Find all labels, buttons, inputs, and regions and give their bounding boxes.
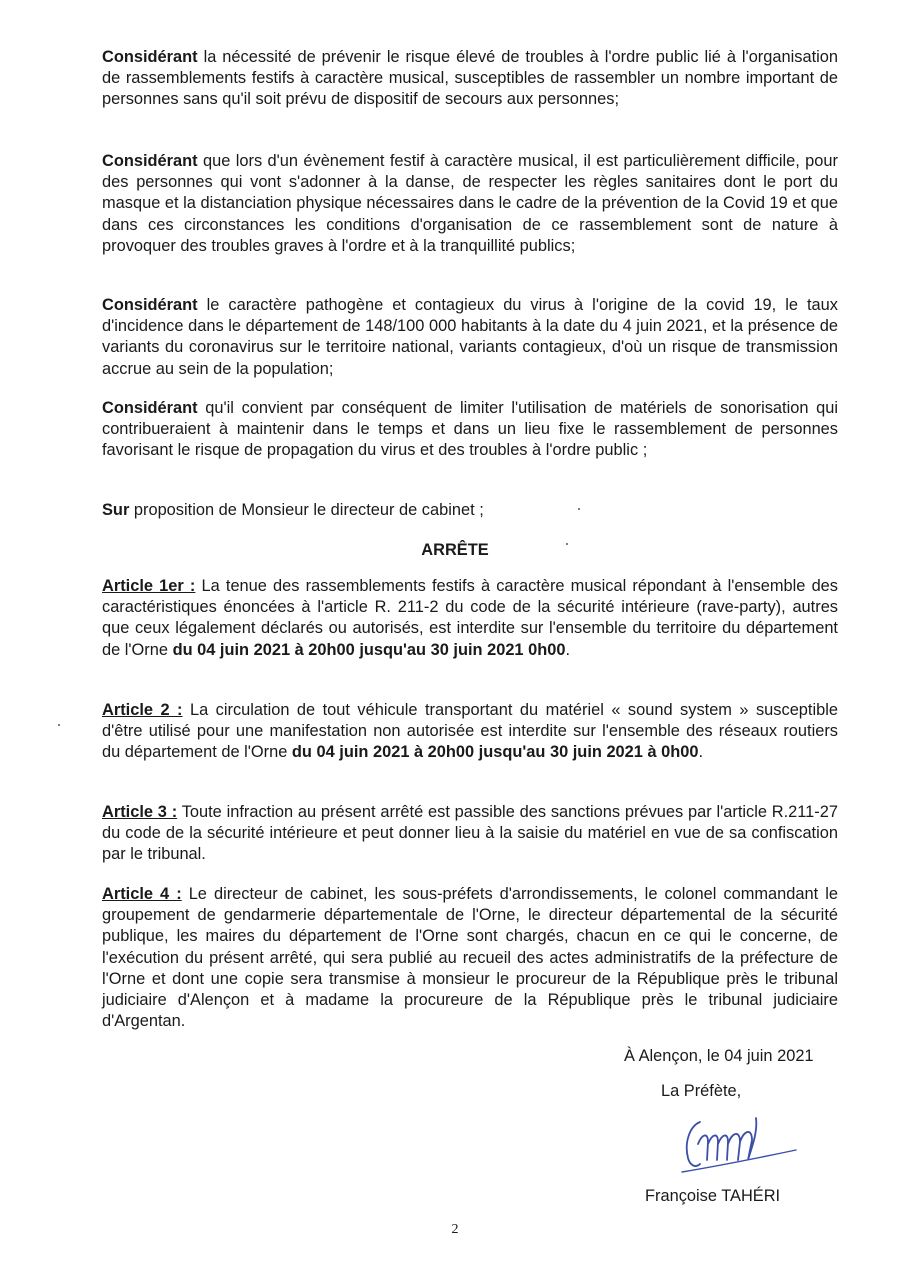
considerant-text: qu'il convient par conséquent de limiter l'utilisation de matériels de sonorisation qui contribueraient à maintenir dans le temps et dans un lieu fixe le rassemblement de personnes favorisant le risque de propagation du virus et des troubles à l'ordre public ; xyxy=(102,399,838,460)
article-label: Article 1er : xyxy=(102,577,196,595)
article-label: Article 2 : xyxy=(102,701,183,719)
scan-speck xyxy=(566,543,568,545)
signatory-name: Françoise TAHÉRI xyxy=(645,1187,781,1205)
article-3-paragraph xyxy=(102,802,838,866)
considerant-paragraph-3 xyxy=(102,295,838,380)
proposition-text: proposition de Monsieur le directeur de cabinet ; xyxy=(129,501,484,519)
considerant-keyword: Considérant xyxy=(102,399,198,417)
article-period: du 04 juin 2021 à 20h00 jusqu'au 30 juin 2021 à 0h00 xyxy=(291,743,699,762)
article-text: Toute infraction au présent arrêté est passible des sanctions prévues par l'article R.211-27 du code de la sécurité intérieure et peut donner lieu à la saisie du matériel en vue de sa confiscation par le tribunal. xyxy=(102,803,838,864)
signatory-title: La Préfète, xyxy=(661,1082,742,1100)
considerant-paragraph-2 xyxy=(102,151,838,257)
considerant-paragraph-4 xyxy=(102,398,838,462)
article-end: . xyxy=(698,743,704,762)
considerant-text: le caractère pathogène et contagieux du virus à l'origine de la covid 19, le taux d'incidence dans le département de 148/100 000 habitants à la date du 4 juin 2021, et la présence de variants du coronavirus sur le territoire national, variants contagieux, d'où un risque de transmission accrue au sein de la population; xyxy=(102,296,838,378)
place-date: À Alençon, le 04 juin 2021 xyxy=(624,1047,814,1065)
considerant-keyword: Considérant xyxy=(102,296,198,314)
article-text: La circulation de tout véhicule transportant du matériel « sound system » susceptible d'être utilisé pour une manifestation non autorisée est interdite sur l'ensemble des réseaux routiers du département de l'Orne xyxy=(102,701,838,762)
article-4-paragraph xyxy=(102,884,838,1032)
article-1-paragraph xyxy=(102,576,838,661)
considerant-keyword: Considérant xyxy=(102,48,198,66)
scan-speck xyxy=(578,508,580,510)
proposition-paragraph xyxy=(102,500,838,521)
article-period: du 04 juin 2021 à 20h00 jusqu'au 30 juin 2021 0h00 xyxy=(172,640,566,659)
scan-speck xyxy=(58,724,60,726)
handwritten-signature xyxy=(678,1108,800,1176)
considerant-text: la nécessité de prévenir le risque élevé de troubles à l'ordre public lié à l'organisation de rassemblements festifs à caractère musical, susceptibles de rassembler un nombre important de personnes sans qu'il soit prévu de dispositif de secours aux personnes; xyxy=(102,48,838,109)
article-text: Le directeur de cabinet, les sous-préfets d'arrondissements, le colonel commandant le groupement de gendarmerie départementale de l'Orne, le directeur départemental de la sécurité publique, les maires du département de l'Orne sont chargés, chacun en ce qui le concerne, de l'exécution du présent arrêté, qui sera publié au recueil des actes administratifs de la préfecture de l'Orne et dont une copie sera transmise à monsieur le procureur de la République près le tribunal judiciaire d'Alençon et à madame la procureure de la République près le tribunal judiciaire d'Argentan. xyxy=(102,885,838,1031)
considerant-keyword: Considérant xyxy=(102,152,198,170)
article-label: Article 3 : xyxy=(102,803,178,821)
article-end: . xyxy=(565,640,571,659)
article-text: La tenue des rassemblements festifs à caractère musical répondant à l'ensemble des caractéristiques énoncées à l'article R. 211-2 du code de la sécurité intérieure (rave-party), autres que ceux légalement déclarés ou autorisés, est interdite sur l'ensemble du territoire du département de l'Orne xyxy=(102,577,838,659)
proposition-keyword: Sur xyxy=(102,501,130,519)
decree-heading: ARRÊTE xyxy=(421,541,489,559)
page-number: 2 xyxy=(451,1222,459,1237)
article-2-paragraph xyxy=(102,700,838,764)
considerant-paragraph-1 xyxy=(102,47,838,111)
considerant-text: que lors d'un évènement festif à caractère musical, il est particulièrement difficile, pour des personnes qui vont s'adonner à la danse, de respecter les règles sanitaires dont le port du masque et la distanciation physique nécessaires dans le cadre de la prévention de la Covid 19 et que dans ces circonstances les conditions d'organisation de ce rassemblement sont de nature à provoquer des troubles graves à l'ordre et à la tranquillité publics; xyxy=(102,152,838,255)
article-label: Article 4 : xyxy=(102,885,182,903)
